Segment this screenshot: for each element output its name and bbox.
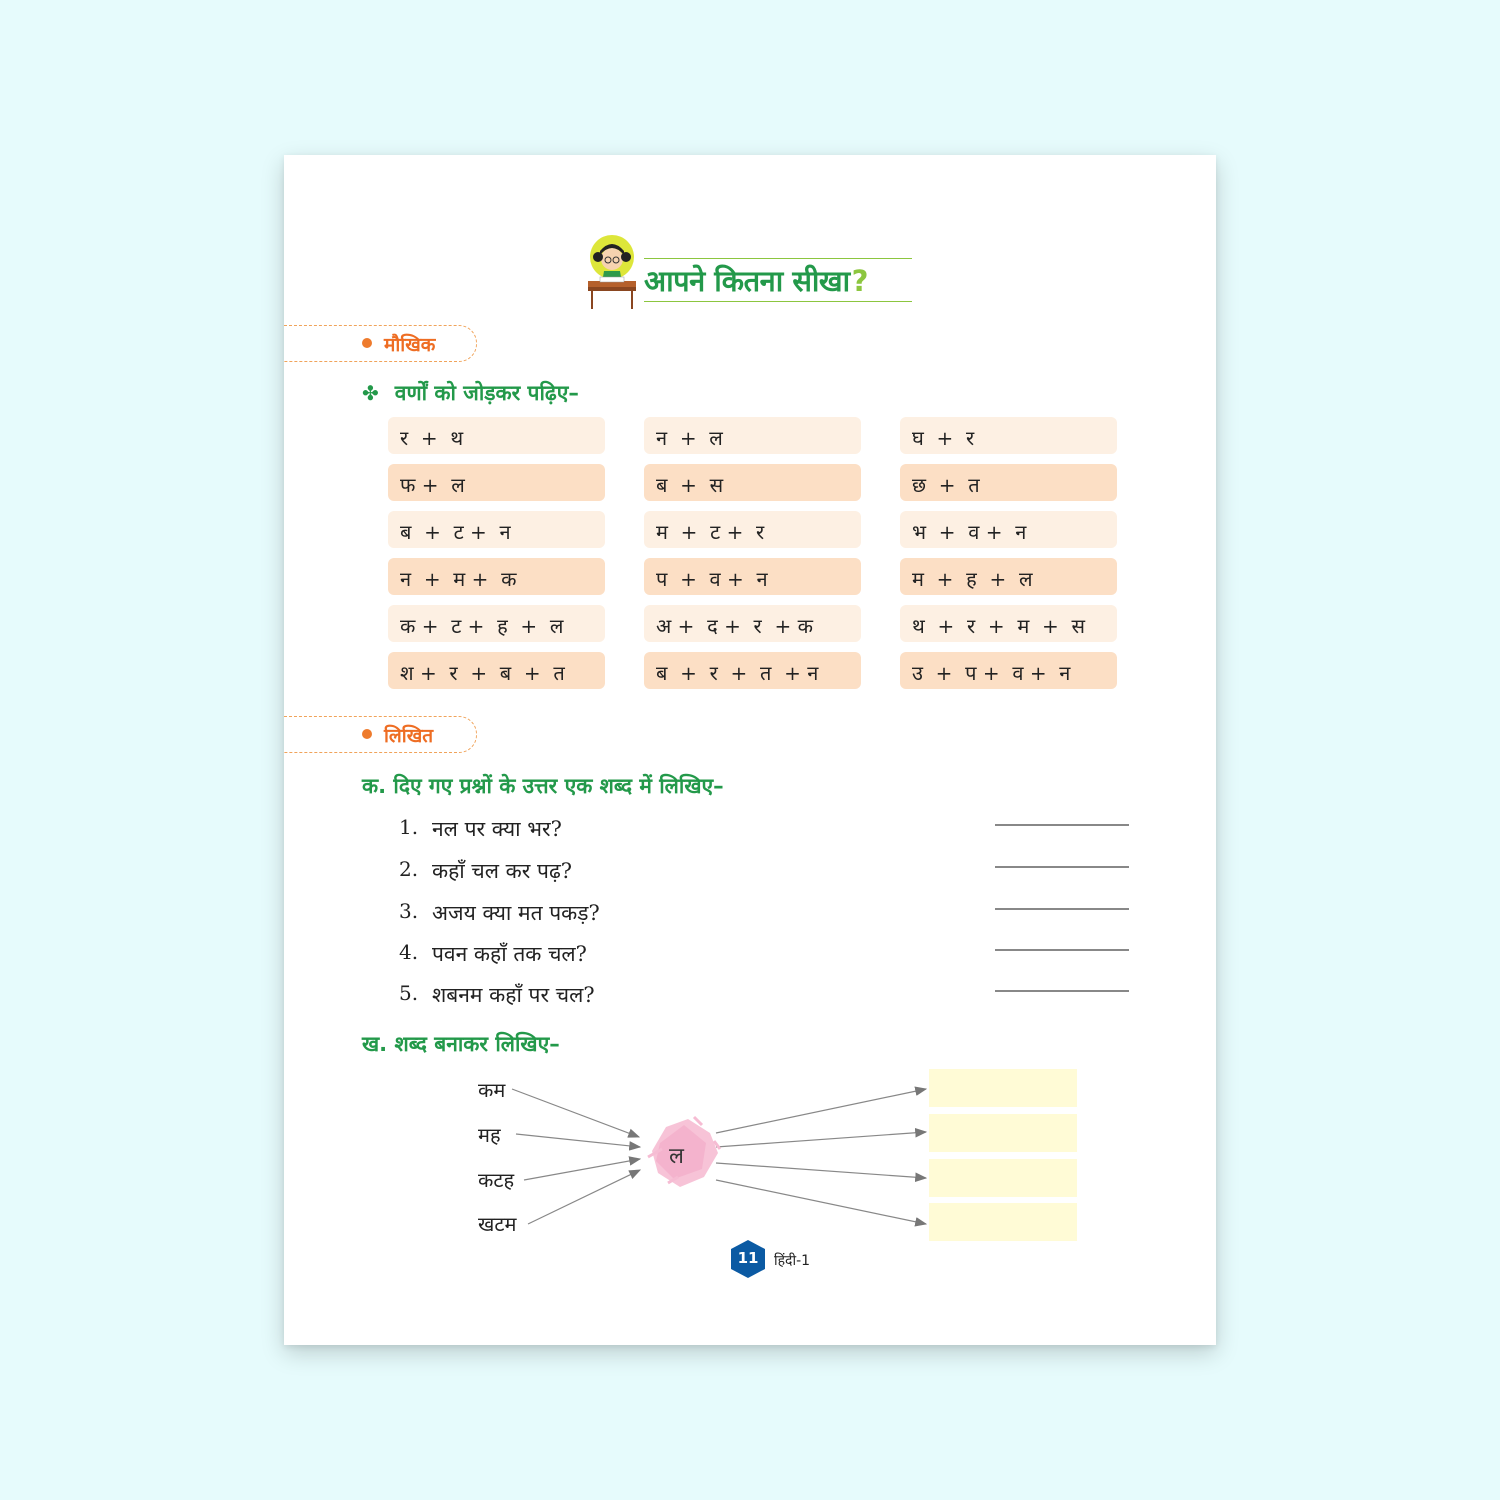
question-item [399,979,1139,1019]
grid-cell: छ + त [900,464,1117,501]
grid-cell: प + व + न [644,558,861,595]
instruction-oral [362,379,579,407]
grid-cell: ब + ट + न [388,511,605,548]
arrow-line [716,1180,926,1224]
title-rule-bottom [644,301,912,302]
section-label-written: लिखित [384,725,434,747]
page-title-text: आपने कितना सीखा [644,264,850,298]
grid-cell: म + ह + ल [900,558,1117,595]
grid-cell: थ + र + म + स [900,605,1117,642]
arrow-line [512,1089,639,1137]
question-number: 5. [399,981,419,1005]
grid-cell: भ + व + न [900,511,1117,548]
page-number: 11 [737,1249,759,1267]
student-mascot-icon [584,235,640,311]
question-text: कहाँ चल कर पढ़? [432,859,573,883]
question-item [399,855,1139,895]
book-label: हिंदी-1 [774,1253,811,1269]
bullet-icon [362,338,372,348]
answer-box[interactable] [929,1159,1077,1197]
word-stem: खटम [478,1212,517,1236]
question-item [399,897,1139,937]
question-text: शबनम कहाँ पर चल? [432,983,595,1007]
bullet-icon [362,729,372,739]
answer-line[interactable] [995,866,1129,868]
instruction-oral-text: वर्णों को जोड़कर पढ़िए– [394,381,579,405]
grid-cell: उ + प + व + न [900,652,1117,689]
answer-line[interactable] [995,990,1129,992]
instruction-written-a: क. दिए गए प्रश्नों के उत्तर एक शब्द में लिखिए– [362,774,724,798]
answer-box[interactable] [929,1069,1077,1107]
word-builder-diagram [284,1060,1216,1260]
word-stem: कटह [478,1168,515,1192]
question-item [399,938,1139,978]
answer-line[interactable] [995,949,1129,951]
answer-box[interactable] [929,1114,1077,1152]
arrow-line [716,1132,926,1147]
answer-line[interactable] [995,824,1129,826]
section-tab-oral [284,325,477,362]
grid-cell: अ + द + र + क [644,605,861,642]
worksheet-page [284,155,1216,1345]
grid-cell: म + ट + र [644,511,861,548]
question-number: 2. [399,857,419,881]
grid-cell: फ + ल [388,464,605,501]
grid-cell: क + ट + ह + ल [388,605,605,642]
page-title [644,261,868,300]
title-block [584,235,924,315]
grid-cell: श + र + ब + त [388,652,605,689]
clover-icon: ✤ [362,381,379,405]
section-label-oral: मौखिक [384,334,436,356]
grid-cell: ब + र + त + न [644,652,861,689]
answer-box[interactable] [929,1203,1077,1241]
arrow-line [524,1159,640,1180]
question-number: 1. [399,815,419,839]
instruction-written-b: ख. शब्द बनाकर लिखिए– [362,1032,560,1056]
center-letter: ल [669,1144,684,1169]
question-text: नल पर क्या भर? [432,817,562,841]
question-text: पवन कहाँ तक चल? [432,942,587,966]
question-number: 4. [399,940,419,964]
grid-cell: ब + स [644,464,861,501]
grid-cell: न + ल [644,417,861,454]
arrow-line [716,1089,926,1133]
arrow-line [716,1163,926,1178]
arrow-line [528,1170,640,1224]
question-item [399,813,1139,853]
title-rule-top [644,258,912,259]
grid-cell: र + थ [388,417,605,454]
section-tab-written [284,716,477,753]
word-stem: मह [478,1123,501,1147]
question-text: अजय क्या मत पकड़? [432,901,600,925]
grid-cell: न + म + क [388,558,605,595]
word-stem: कम [478,1078,506,1102]
arrow-line [516,1134,640,1147]
question-number: 3. [399,899,419,923]
title-question-mark: ? [851,264,868,298]
grid-cell: घ + र [900,417,1117,454]
answer-line[interactable] [995,908,1129,910]
